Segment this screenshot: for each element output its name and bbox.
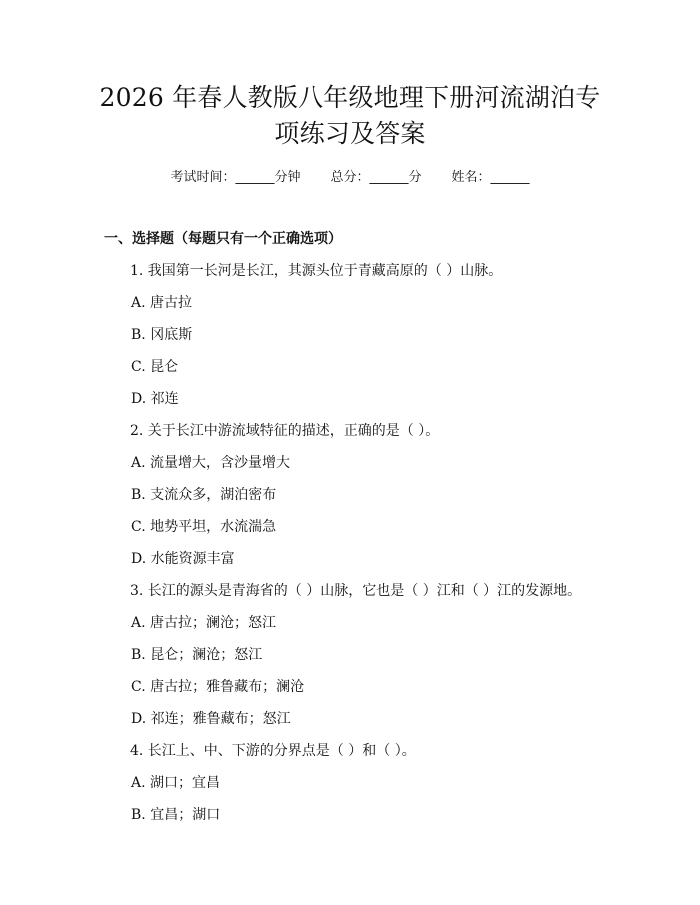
question-2-stem: 2. 关于长江中游流域特征的描述，正确的是（ ）。 xyxy=(130,423,440,439)
question-3-option-d: D. 祁连；雅鲁藏布；怒江 xyxy=(131,711,291,727)
section-heading-choice: 一、选择题（每题只有一个正确选项） xyxy=(104,231,342,247)
question-1-option-d: D. 祁连 xyxy=(131,391,179,407)
question-2-option-b: B. 支流众多，湖泊密布 xyxy=(131,487,277,503)
question-4-option-b: B. 宜昌；湖口 xyxy=(131,807,221,823)
student-name-label: 姓名：______ xyxy=(451,170,530,185)
question-4-option-a: A. 湖口；宜昌 xyxy=(131,775,221,791)
question-3-option-b: B. 昆仑；澜沧；怒江 xyxy=(131,647,263,663)
question-1-option-b: B. 冈底斯 xyxy=(131,327,193,343)
total-score-label: 总分：______分 xyxy=(330,170,422,185)
question-1-stem: 1. 我国第一长河是长江，其源头位于青藏高原的（ ）山脉。 xyxy=(130,263,503,279)
question-3-option-a: A. 唐古拉；澜沧；怒江 xyxy=(131,615,277,631)
title-line-1: 2026 年春人教版八年级地理下册河流湖泊专 xyxy=(99,83,601,112)
question-3-stem: 3. 长江的源头是青海省的（ ）山脉，它也是（ ）江和（ ）江的发源地。 xyxy=(130,583,582,599)
question-2-option-a: A. 流量增大，含沙量增大 xyxy=(131,455,291,471)
question-2-option-c: C. 地势平坦，水流湍急 xyxy=(131,519,277,535)
question-3-option-c: C. 唐古拉；雅鲁藏布；澜沧 xyxy=(131,679,305,695)
question-4-stem: 4. 长江上、中、下游的分界点是（ ）和（ ）。 xyxy=(130,743,416,759)
exam-info xyxy=(0,169,700,187)
document-title xyxy=(70,80,630,152)
question-1-option-c: C. 昆仑 xyxy=(131,359,179,375)
exam-time-label: 考试时间：______分钟 xyxy=(170,170,301,185)
question-2-option-d: D. 水能资源丰富 xyxy=(131,551,235,567)
question-1-option-a: A. 唐古拉 xyxy=(131,295,193,311)
title-line-2: 项练习及答案 xyxy=(274,119,426,148)
